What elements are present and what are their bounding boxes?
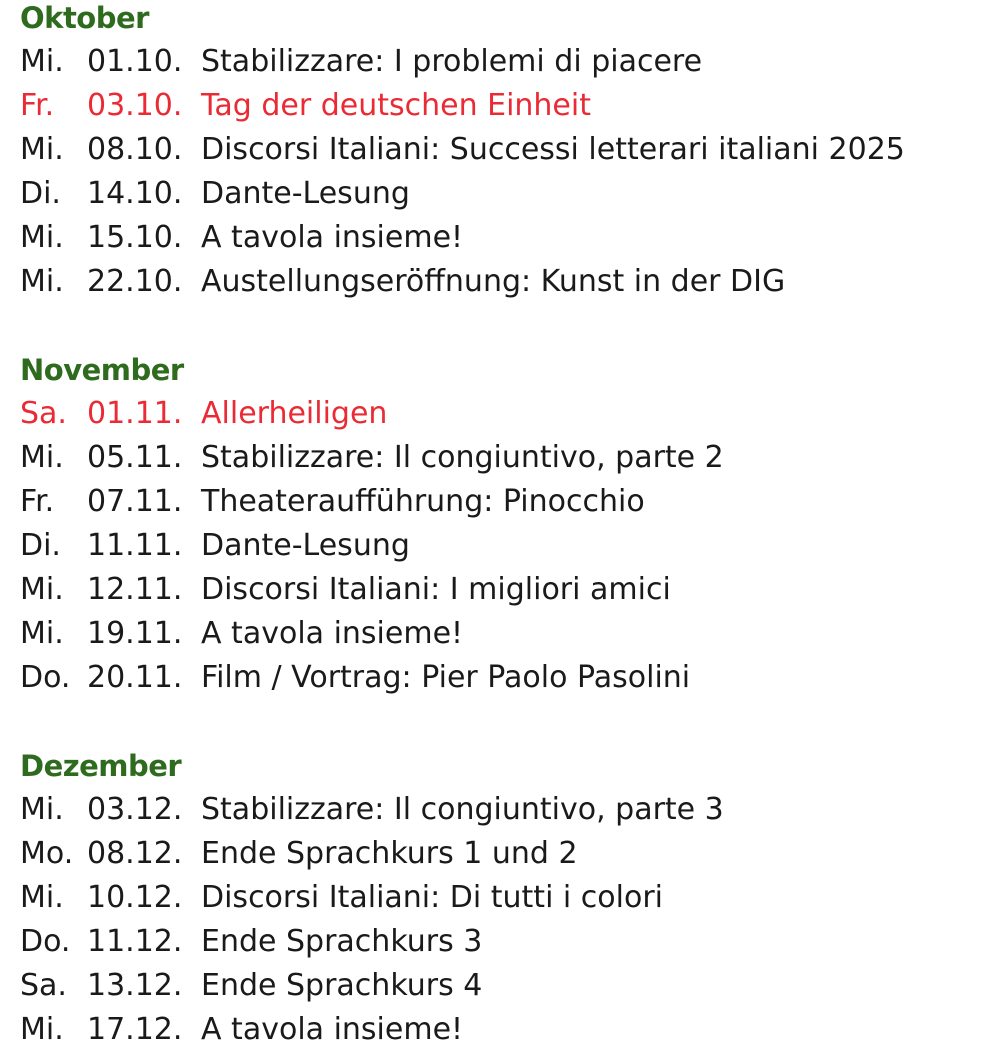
event-day: Sa. bbox=[20, 396, 67, 431]
event-date: 17.12. bbox=[87, 1012, 183, 1047]
month-heading: Dezember bbox=[20, 749, 182, 783]
event-title: Discorsi Italiani: Di tutti i colori bbox=[201, 880, 664, 915]
event-day: Mi. bbox=[20, 1012, 64, 1047]
event-date: 03.12. bbox=[87, 792, 183, 827]
event-date: 15.10. bbox=[87, 220, 183, 255]
event-title: Theateraufführung: Pinocchio bbox=[201, 484, 645, 519]
event-date: 10.12. bbox=[87, 880, 183, 915]
event-title: Allerheiligen bbox=[201, 396, 388, 431]
month-heading: Oktober bbox=[20, 1, 149, 35]
event-day: Do. bbox=[20, 924, 71, 959]
event-date: 22.10. bbox=[87, 264, 183, 299]
event-day: Mi. bbox=[20, 220, 64, 255]
event-day: Do. bbox=[20, 660, 71, 695]
event-title: A tavola insieme! bbox=[201, 220, 464, 255]
event-date: 01.11. bbox=[87, 396, 183, 431]
event-day: Di. bbox=[20, 176, 61, 211]
event-title: Stabilizzare: Il congiuntivo, parte 2 bbox=[201, 440, 724, 475]
event-title: Discorsi Italiani: Successi letterari italiani 2025 bbox=[201, 132, 905, 167]
event-date: 05.11. bbox=[87, 440, 183, 475]
event-day: Sa. bbox=[20, 968, 67, 1003]
event-date: 12.11. bbox=[87, 572, 183, 607]
event-title: A tavola insieme! bbox=[201, 616, 464, 651]
event-day: Mi. bbox=[20, 132, 64, 167]
event-date: 07.11. bbox=[87, 484, 183, 519]
event-date: 11.12. bbox=[87, 924, 183, 959]
event-day: Mi. bbox=[20, 880, 64, 915]
event-title: Ende Sprachkurs 1 und 2 bbox=[201, 836, 578, 871]
event-title: Dante-Lesung bbox=[201, 176, 410, 211]
event-title: Tag der deutschen Einheit bbox=[201, 88, 591, 123]
event-date: 01.10. bbox=[87, 44, 183, 79]
event-date: 11.11. bbox=[87, 528, 183, 563]
event-title: Dante-Lesung bbox=[201, 528, 410, 563]
event-day: Fr. bbox=[20, 88, 55, 123]
event-date: 14.10. bbox=[87, 176, 183, 211]
event-title: Stabilizzare: I problemi di piacere bbox=[201, 44, 703, 79]
event-title: Discorsi Italiani: I migliori amici bbox=[201, 572, 671, 607]
event-day: Di. bbox=[20, 528, 61, 563]
event-title: Austellungseröffnung: Kunst in der DIG bbox=[201, 264, 786, 299]
event-title: Ende Sprachkurs 4 bbox=[201, 968, 483, 1003]
event-day: Mi. bbox=[20, 440, 64, 475]
event-title: Stabilizzare: Il congiuntivo, parte 3 bbox=[201, 792, 724, 827]
event-date: 08.12. bbox=[87, 836, 183, 871]
event-title: Film / Vortrag: Pier Paolo Pasolini bbox=[201, 660, 691, 695]
event-day: Mi. bbox=[20, 44, 64, 79]
event-date: 13.12. bbox=[87, 968, 183, 1003]
event-day: Mi. bbox=[20, 616, 64, 651]
event-day: Mi. bbox=[20, 264, 64, 299]
event-title: Ende Sprachkurs 3 bbox=[201, 924, 483, 959]
event-date: 03.10. bbox=[87, 88, 183, 123]
event-title: A tavola insieme! bbox=[201, 1012, 464, 1047]
month-heading: November bbox=[20, 353, 184, 387]
event-day: Mi. bbox=[20, 572, 64, 607]
event-day: Mi. bbox=[20, 792, 64, 827]
event-date: 20.11. bbox=[87, 660, 183, 695]
event-day: Fr. bbox=[20, 484, 55, 519]
event-date: 19.11. bbox=[87, 616, 183, 651]
event-day: Mo. bbox=[20, 836, 74, 871]
event-date: 08.10. bbox=[87, 132, 183, 167]
